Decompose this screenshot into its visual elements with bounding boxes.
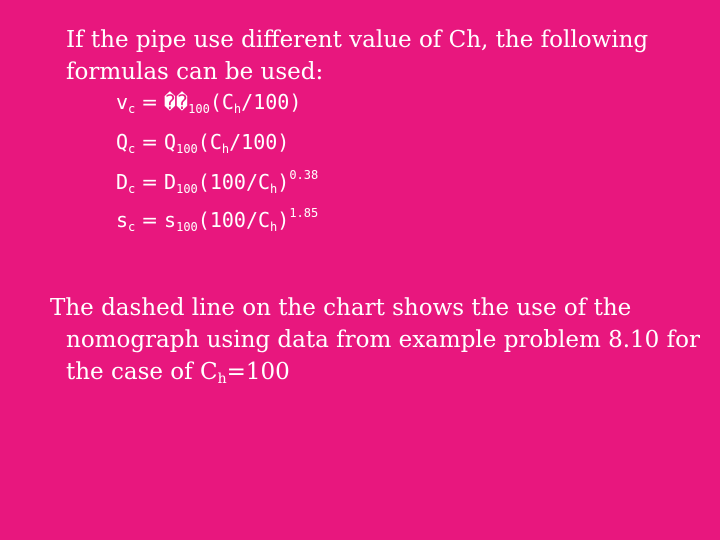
formula-lhs-sub: c	[128, 142, 136, 156]
formula-exponent: 1.85	[289, 206, 319, 220]
formula-rhs-end: )	[277, 208, 290, 232]
equals-sign: =	[141, 130, 159, 154]
formula-rhs-rest: (100/C	[197, 170, 271, 194]
equals-sign: =	[141, 90, 159, 114]
formula-lhs-var: v	[116, 90, 129, 114]
intro-line-1: If the pipe use different value of Ch, the following	[66, 27, 649, 53]
formula-flow	[116, 130, 289, 156]
formula-rhs-rest-sub: h	[270, 182, 278, 196]
formula-diameter	[116, 168, 318, 196]
formula-rhs-var: s	[164, 208, 177, 232]
formula-rhs-var: Q	[164, 130, 177, 154]
formula-lhs-sub: c	[128, 182, 136, 196]
formula-lhs-sub: c	[128, 220, 136, 234]
formula-exponent: 0.38	[289, 168, 319, 182]
note-paragraph	[50, 292, 700, 395]
formula-rhs-var: ��	[164, 90, 189, 114]
formula-lhs-var: Q	[116, 130, 129, 154]
formula-rhs-rest: (C	[197, 130, 222, 154]
formula-rhs-rest-sub: h	[221, 142, 230, 156]
formula-rhs-rest-sub: h	[270, 220, 278, 234]
formula-rhs-end: )	[277, 170, 290, 194]
equals-sign: =	[141, 170, 159, 194]
intro-line-2: formulas can be used:	[66, 59, 324, 85]
formula-rhs-end: /100)	[229, 130, 290, 154]
formula-rhs-rest: (100/C	[197, 208, 271, 232]
formula-lhs-sub: c	[128, 102, 136, 116]
note-line-1: The dashed line on the chart shows the use of the	[50, 295, 632, 321]
formula-rhs-var: D	[164, 170, 177, 194]
formula-rhs-end: /100)	[241, 90, 302, 114]
formula-rhs-rest-sub: h	[233, 102, 242, 116]
intro-paragraph	[66, 24, 648, 88]
formula-rhs-sub: 100	[188, 102, 210, 116]
formula-lhs-var: D	[116, 170, 129, 194]
note-line-3-sub: h	[217, 371, 227, 387]
equals-sign: =	[141, 208, 159, 232]
note-line-3-post: =100	[226, 359, 290, 385]
formula-rhs-sub: 100	[176, 182, 198, 196]
formula-lhs-var: s	[116, 208, 129, 232]
formula-velocity	[116, 90, 301, 116]
note-line-3-pre: the case of C	[66, 359, 218, 385]
formula-slope	[116, 206, 318, 234]
note-line-3	[50, 356, 700, 395]
note-line-2: nomograph using data from example problem 8.10 for	[66, 327, 700, 353]
formula-rhs-rest: (C	[209, 90, 234, 114]
formula-rhs-sub: 100	[176, 142, 198, 156]
formula-rhs-sub: 100	[176, 220, 198, 234]
